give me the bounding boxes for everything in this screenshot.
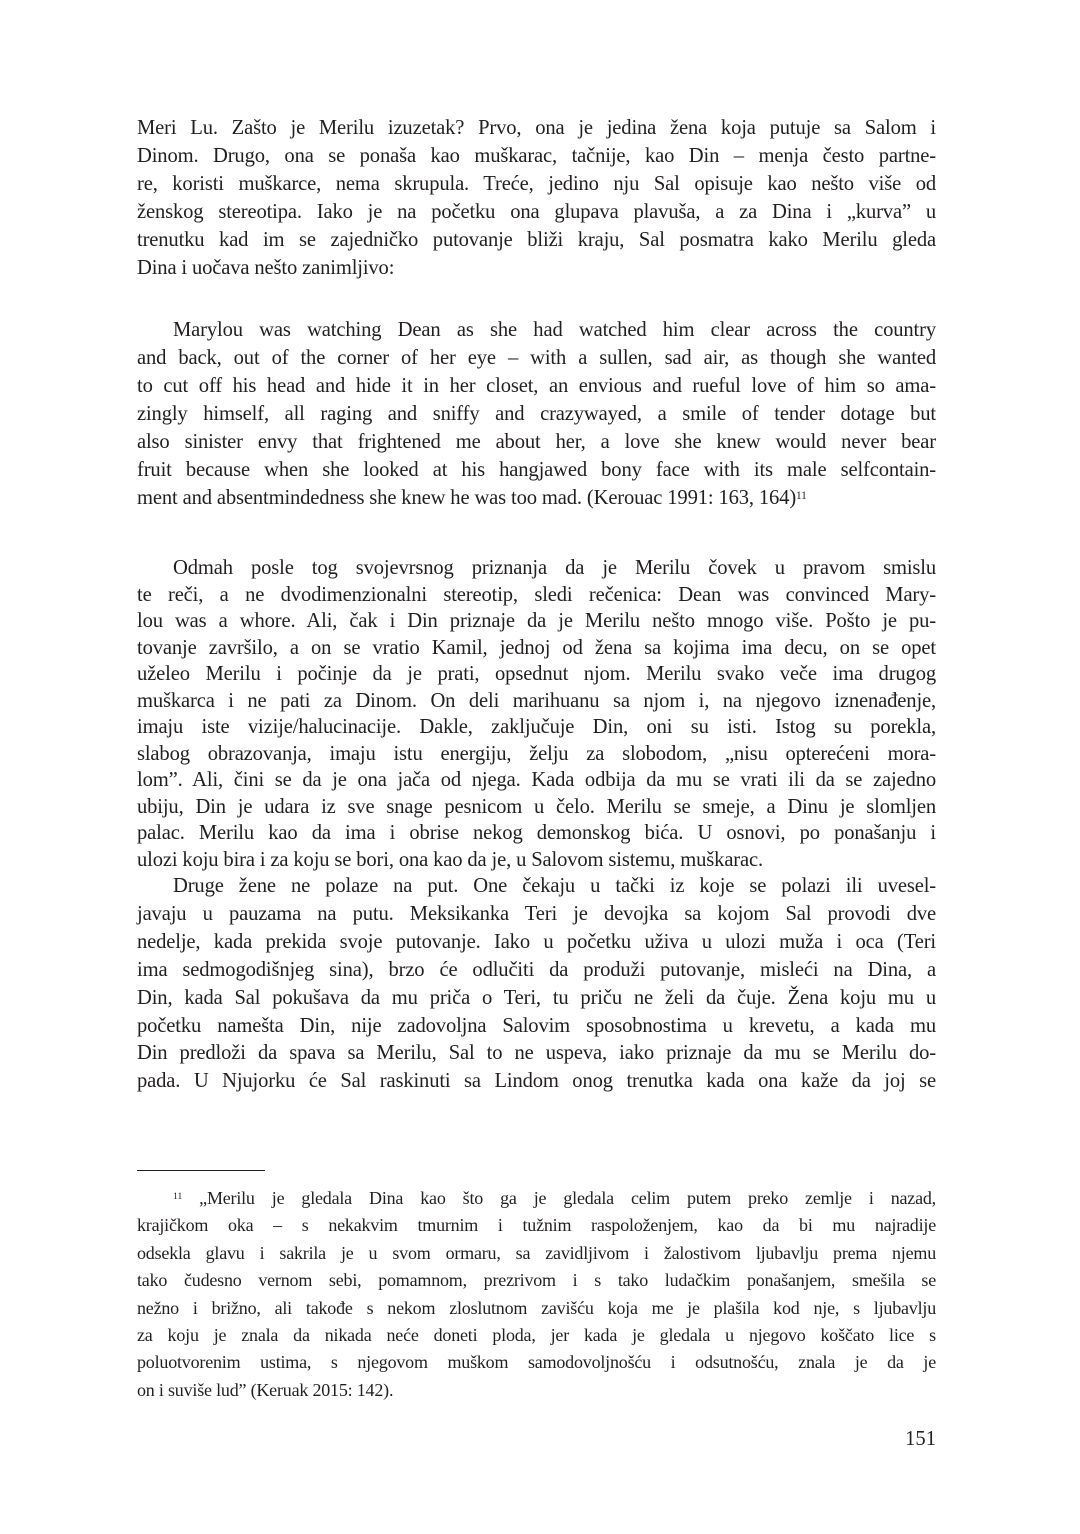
text-line xyxy=(137,1013,936,1041)
line-text: Dina i uočava nešto zanimljivo: xyxy=(137,257,395,279)
line-text: Meri Lu. Zašto je Merilu izuzetak? Prvo, ona je jedina žena koja putuje sa Salom i xyxy=(137,117,936,139)
line-text: imaju iste vizije/halucinacije. Dakle, zaključuje Din, oni su isti. Istog su porekla, xyxy=(137,716,936,738)
footnote-reference[interactable]: 11 xyxy=(796,490,807,502)
text-line xyxy=(137,582,936,609)
text-line xyxy=(137,372,936,400)
footnote-marker: 11 xyxy=(173,1191,183,1202)
text-line xyxy=(137,344,936,372)
text-line xyxy=(137,820,936,847)
line-text: ment and absentmindedness she knew he was too mad. (Kerouac 1991: 163, 164) xyxy=(137,487,797,509)
line-text: and back, out of the corner of her eye – with a sullen, sad air, as though she wanted xyxy=(137,347,936,369)
paragraph-merilu xyxy=(137,555,936,873)
text-line xyxy=(137,901,936,929)
text-line xyxy=(137,198,936,226)
footnote-11 xyxy=(137,1185,936,1404)
line-text: poluotvorenim ustima, s njegovom muškom samodovoljnošću i odsutnošću, znala je da je xyxy=(137,1352,936,1373)
text-line xyxy=(137,635,936,662)
text-line xyxy=(137,1068,936,1096)
line-text: ženskog stereotipa. Iako je na početku ona glupava plavuša, a za Dina i „kurva” u xyxy=(137,201,936,223)
line-text: on i suviše lud” (Keruak 2015: 142). xyxy=(137,1379,394,1400)
line-text: te reči, a ne dvodimenzionalni stereotip, sledi rečenica: Dean was convinced Mary- xyxy=(137,583,936,606)
line-text: Marylou was watching Dean as she had watched him clear across the country xyxy=(173,319,936,341)
text-line xyxy=(137,114,936,142)
text-line xyxy=(137,170,936,198)
text-line xyxy=(137,608,936,635)
text-line xyxy=(137,847,936,874)
line-text: početku namešta Din, nije zadovoljna Salovim sposobnostima u krevetu, a kada mu xyxy=(137,1014,936,1037)
text-line xyxy=(137,1267,936,1294)
line-text: odsekla glavu i sakrila je u svom ormaru, sa zavidljivom i žalostivom ljubavlju prema njemu xyxy=(137,1242,936,1263)
line-text: Din predloži da spava sa Merilu, Sal to ne uspeva, iako priznaje da mu se Merilu do- xyxy=(137,1042,936,1065)
line-text: muškarca i ne pati za Dinom. On deli marihuanu sa njom i, na njegovo iznenađenje, xyxy=(137,689,936,712)
text-line xyxy=(137,428,936,456)
text-line xyxy=(137,1377,936,1404)
text-line xyxy=(137,400,936,428)
text-line xyxy=(137,254,936,282)
line-text: ubiju, Din je udara iz sve snage pesnicom u čelo. Merilu se smeje, a Dinu je slomljen xyxy=(137,795,936,818)
line-text: za koju je znala da nikada neće doneti ploda, jer kada je gledala u njegovo koščato lice s xyxy=(137,1325,936,1346)
line-text: „Merilu je gledala Dina kao što ga je gledala celim putem preko zemlje i nazad, xyxy=(199,1188,936,1208)
line-text: Dinom. Drugo, ona se ponaša kao muškarac, tačnije, kao Din – menja često partne- xyxy=(137,145,936,167)
line-text: lom”. Ali, čini se da je ona jača od njega. Kada odbija da mu se vrati ili da se zajedno xyxy=(137,769,936,791)
text-line xyxy=(137,873,936,901)
line-text: zingly himself, all raging and sniffy and crazywayed, a smile of tender dotage but xyxy=(137,403,936,425)
text-line xyxy=(137,1212,936,1239)
line-text: fruit because when she looked at his hangjawed bony face with its male selfcontain- xyxy=(137,459,936,481)
text-line xyxy=(137,985,936,1013)
line-text: nedelje, kada prekida svoje putovanje. Iako u početku uživa u ulozi muža i oca (Teri xyxy=(137,930,936,953)
line-text: Druge žene ne polaze na put. One čekaju u tački iz koje se polazi ili uvesel- xyxy=(173,875,936,897)
text-line xyxy=(137,1349,936,1376)
text-line xyxy=(137,555,936,582)
text-line xyxy=(137,226,936,254)
line-text: javaju u pauzama na putu. Meksikanka Teri je devojka sa kojom Sal provodi dve xyxy=(137,902,936,925)
line-text: nežno i brižno, ali takođe s nekom zloslutnom zavišću koja me je plašila kod nje, s ljubavlju xyxy=(137,1297,936,1318)
line-text: Odmah posle tog svojevrsnog priznanja da je Merilu čovek u pravom smislu xyxy=(173,557,936,579)
line-text: to cut off his head and hide it in her closet, an envious and rueful love of him so ama- xyxy=(137,375,936,397)
line-text: ima sedmogodišnjeg sina), brzo će odlučiti da produži putovanje, misleći na Dina, a xyxy=(137,958,936,981)
text-line xyxy=(137,929,936,957)
line-text: uželeo Merilu i počinje da je prati, opsednut njom. Merilu svako veče ima drugog xyxy=(137,663,936,685)
line-text: also sinister envy that frightened me about her, a love she knew would never bear xyxy=(137,431,936,453)
text-line xyxy=(137,1322,936,1349)
text-line xyxy=(137,957,936,985)
paragraph-intro xyxy=(137,114,936,282)
text-line xyxy=(137,688,936,715)
text-line xyxy=(137,142,936,170)
footnote-divider xyxy=(137,1170,265,1171)
text-line xyxy=(137,767,936,794)
text-line xyxy=(137,661,936,688)
text-line xyxy=(137,1295,936,1322)
paragraph-other-women xyxy=(137,873,936,1096)
line-text: slabog obrazovanja, imaju istu energiju, želju za slobodom, „nisu opterećeni mora- xyxy=(137,742,936,765)
line-text: lou was a whore. Ali, čak i Din priznaje da je Merilu nešto mnogo više. Pošto je pu- xyxy=(137,610,936,632)
line-text: trenutku kad im se zajedničko putovanje bliži kraju, Sal posmatra kako Merilu gleda xyxy=(137,229,936,251)
block-quote xyxy=(137,316,936,512)
line-text: ulozi koju bira i za koju se bori, ona kao da je, u Salovom sistemu, muškarac. xyxy=(137,848,763,871)
line-text: pada. U Njujorku će Sal raskinuti sa Lindom onog trenutka kada ona kaže da joj se xyxy=(137,1070,936,1093)
line-text: Din, kada Sal pokušava da mu priča o Teri, tu priču ne želi da čuje. Žena koju mu u xyxy=(137,986,936,1009)
text-line xyxy=(137,794,936,821)
page-number: 151 xyxy=(905,1428,936,1450)
line-text: re, koristi muškarce, nema skrupula. Treće, jedino nju Sal opisuje kao nešto više od xyxy=(137,173,936,195)
line-text: krajičkom oka – s nekakvim tmurnim i tužnim raspoloženjem, kao da bi mu najradije xyxy=(137,1215,936,1236)
text-line xyxy=(137,316,936,344)
line-text: tako čudesno vernom sebi, pomamnom, prezrivom i s tako ludačkim ponašanjem, smešila se xyxy=(137,1270,936,1291)
text-line xyxy=(137,1040,936,1068)
text-line xyxy=(137,1240,936,1267)
line-text: palac. Merilu kao da ima i obrise nekog demonskog bića. U osnovi, po ponašanju i xyxy=(137,822,936,844)
line-text: tovanje završilo, a on se vratio Kamil, jednoj od žena sa kojima ima decu, on se opet xyxy=(137,636,936,659)
text-line xyxy=(137,484,936,512)
text-line xyxy=(137,714,936,741)
text-line xyxy=(137,456,936,484)
text-line xyxy=(137,1185,936,1212)
text-line xyxy=(137,741,936,768)
